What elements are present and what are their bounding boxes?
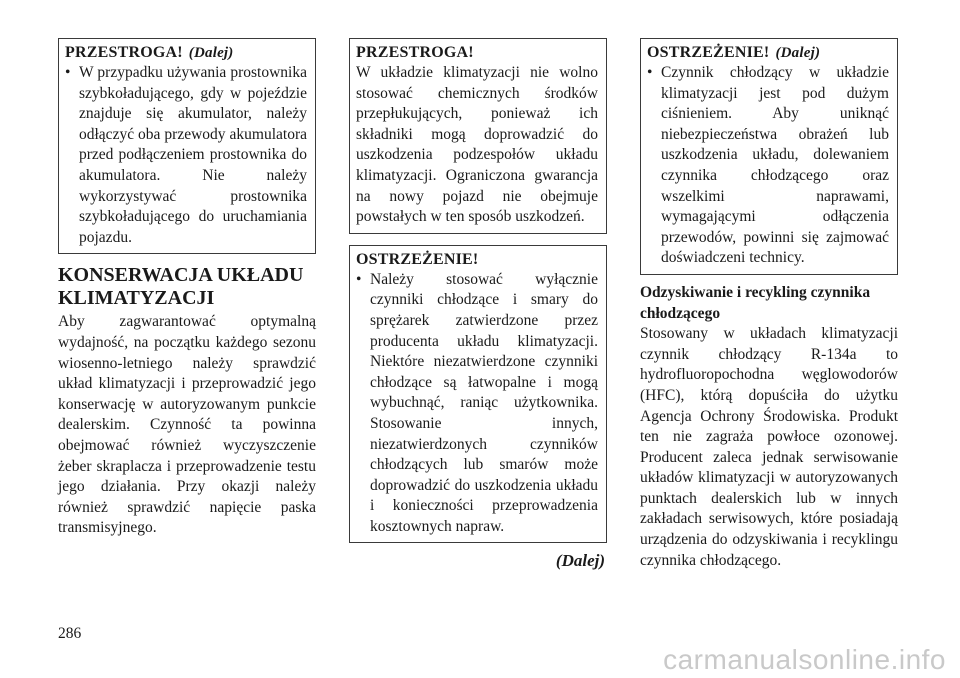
- warning-box-continued: [640, 38, 898, 275]
- caution-title: PRZESTROGA!: [356, 44, 474, 61]
- caution-box-continued: [58, 38, 316, 254]
- continued-label: (Dalej): [188, 45, 234, 61]
- warning-title: [647, 43, 889, 63]
- bullet-icon: •: [65, 64, 71, 81]
- bullet-icon: •: [356, 270, 362, 288]
- caution-title: [65, 43, 307, 63]
- bullet-text: Czynnik chłodzący w układzie klimatyzacji jest pod dużym ciśnieniem. Aby uniknąć niebezpieczeństwa obrażeń lub uszkodzenia układu, dolewaniem czynnika chłodzącego oraz wszelkimi naprawami, wymagającymi odłączenia przewodów, powinni się zajmować doświadczeni technicy.: [661, 64, 889, 267]
- bullet-item: [647, 63, 889, 269]
- caution-title-text: PRZESTROGA!: [65, 44, 183, 61]
- bullet-text: Należy stosować wyłącznie czynniki chłodzące i smary do sprężarek zatwierdzone przez producenta układu klimatyzacji. Niektóre niezatwierdzone czynniki chłodzące są łatwopalne i mogą wybuchnąć, raniąc użytkownika. Stosowanie innych, niezatwierdzonych czynników chłodzących lub smarów może doprowadzić do uszkodzenia układu i konieczności przeprowadzenia kosztownych napraw.: [370, 270, 598, 535]
- bullet-icon: •: [647, 64, 653, 81]
- subheading: Odzyskiwanie i recykling czynnika chłodzącego: [640, 283, 871, 322]
- warning-title-text: OSTRZEŻENIE!: [647, 44, 770, 61]
- column-2: [349, 38, 607, 571]
- caution-box: [349, 38, 607, 234]
- warning-box: [349, 245, 607, 544]
- body-paragraph: Aby zagwarantować optymalną wydajność, na początku każdego sezonu wiosenno-letniego należy sprawdzić układ klimatyzacji i przeprowadzić jego konserwację w autoryzowanym punkcie dealerskim. Czynność ta powinna obejmować również wyczyszczenie żeber skraplacza i przeprowadzenie testu jego działania. Przy okazji należy również sprawdzić napięcie paska transmisyjnego.: [58, 313, 316, 537]
- warning-title: OSTRZEŻENIE!: [356, 250, 479, 268]
- section-heading: KONSERWACJA UKŁADU KLIMATYZACJI: [58, 264, 304, 310]
- page-number: 286: [58, 625, 82, 642]
- continued-label: (Dalej): [555, 551, 605, 571]
- caution-text: W układzie klimatyzacji nie wolno stosować chemicznych środków przepłukujących, ponieważ ich składniki mogą doprowadzić do uszkodzenia podzespołów układu klimatyzacji. Ograniczona gwarancja na nowy pojazd nie obejmuje powstałych w ten sposób uszkodzeń.: [356, 64, 598, 226]
- column-1: [58, 38, 316, 539]
- continued-label: (Dalej): [775, 45, 821, 61]
- bullet-item: [65, 63, 307, 248]
- bullet-text: W przypadku używania prostownika szybkoładującego, gdy w pojeździe znajduje się akumulator, należy odłączyć oba przewody akumulatora przed podłączeniem prostownika do akumulatora. Nie należy wykorzystywać prostownika szybkoładującego do uruchamiania pojazdu.: [79, 64, 307, 246]
- bullet-item: [356, 270, 598, 538]
- watermark-text: carmanualsonline.info: [663, 644, 946, 675]
- column-3: [640, 38, 898, 571]
- body-paragraph: Stosowany w układach klimatyzacji czynnik chłodzący R-134a to hydrofluoropochodna węglowodorów (HFC), którą dopuściła do użytku Agencja Ochrony Środowiska. Produkt ten nie zagraża powłoce ozonowej. Producent zaleca jednak serwisowanie układów klimatyzacji w autoryzowanych punktach dealerskich lub w innych zakładach serwisowych, które posiadają urządzenia do odzyskiwania i recyklingu czynnika chłodzącego.: [640, 325, 898, 569]
